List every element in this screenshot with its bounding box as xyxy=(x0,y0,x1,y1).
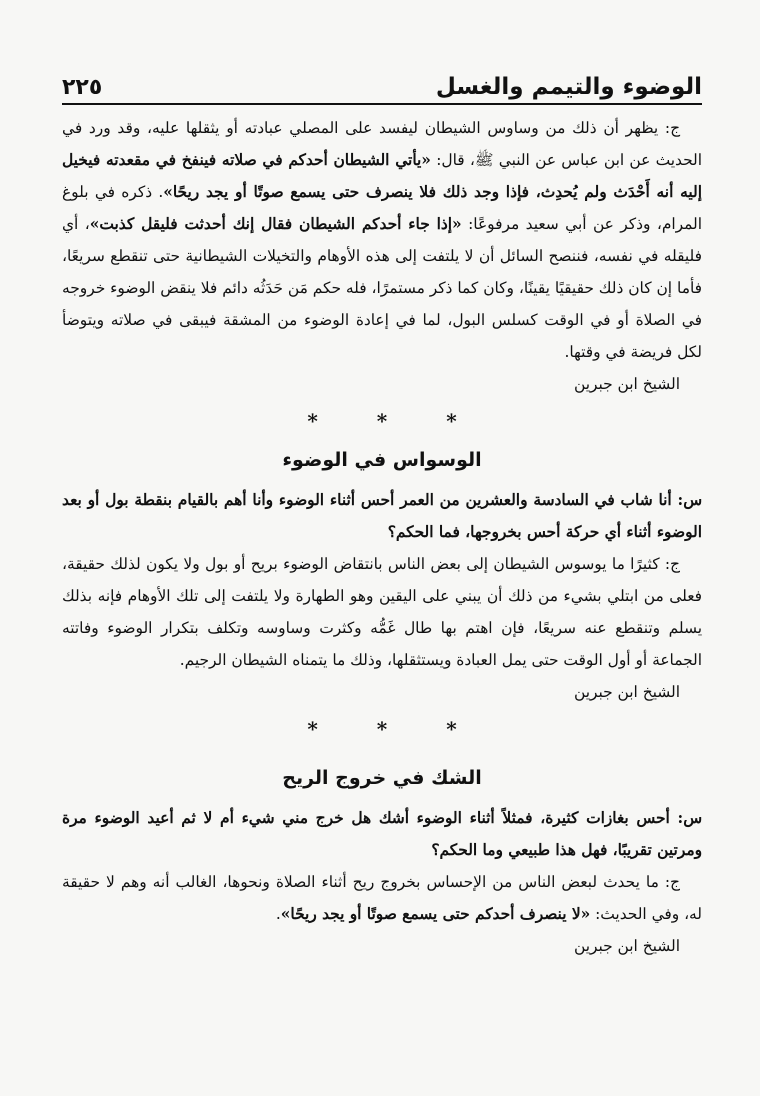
answer-text: . xyxy=(275,905,281,923)
sheikh-attribution: الشيخ ابن جبرين xyxy=(574,683,680,701)
section-separator: * * * xyxy=(307,409,483,433)
answer-paragraph: ج: كثيرًا ما يوسوس الشيطان إلى بعض الناس بانتقاض الوضوء بريح أو بول ولا يكون لذلك حقيقة، فعلى من ابتلي بشيء من ذلك أن يبني على اليقين وهو الطهارة ولا يلتفت إلى تلك الأوهام فإنه بذلك يسلم وتنقطع عنه سريعًا، فإن اهتم بها طال غَمُّه وكثرت وساوسه وتكلف بتكرار الوضوء وفاتته الجماعة أو أول الوقت حتى يمل العبادة ويستثقلها، وذلك ما يتمناه الشيطان الرجيم. xyxy=(62,555,702,669)
answer-paragraph xyxy=(62,866,702,930)
section-title: الوسواس في الوضوء xyxy=(282,449,482,471)
section-title: الشك في خروج الريح xyxy=(282,767,482,789)
page-number: ٢٢٥ xyxy=(62,75,103,100)
hadith-quote: «لا ينصرف أحدكم حتى يسمع صوتًا أو يجد ريحًا» xyxy=(280,905,591,923)
answer-text: ج: يظهر أن ذلك من وساوس الشيطان ليفسد على المصلي عبادته أو يثقلها عليه، وقد ورد في الحديث عن ابن عباس عن النبي ﷺ، قال: xyxy=(62,119,702,169)
question-paragraph: س: أحس بغازات كثيرة، فمثلاً أثناء الوضوء أشك هل خرج مني شيء أم لا ثم أعيد الوضوء مرة ومرتين تقريبًا، فهل هذا طبيعي وما الحكم؟ xyxy=(62,809,702,859)
answer-text: ، أي فليقله في نفسه، فننصح السائل أن لا يلتفت إلى هذه الأوهام والتخيلات الشيطانية حتى تنقطع سريعًا، فأما إن كان ذلك حقيقيًا يقينًا، وكان كما ذكر مستمرًا، فله حكم مَن حَدَثُه دائم فلا ينقض الوضوء خروجه في الصلاة أو في الوقت كسلس البول، لما في إعادة الوضوء من المشقة فيبقى في صلاته ويتوضأ لكل فريضة في وقتها. xyxy=(62,215,702,361)
hadith-quote: «يأتي الشيطان أحدكم في صلاته فينفخ في مقعدته فيخيل إليه أنه أَحْدَث ولم يُحدِث، فإذا وجد ذلك فلا ينصرف حتى يسمع صوتًا أو يجد ريحًا» xyxy=(62,151,702,201)
page-content xyxy=(62,112,702,1056)
page-header xyxy=(62,62,702,100)
answer-text: ج: ما يحدث لبعض الناس من الإحساس بخروج ريح أثناء الصلاة ونحوها، الغالب أنه وهم لا حقيقة له، وفي الحديث: xyxy=(62,873,702,923)
sheikh-attribution: الشيخ ابن جبرين xyxy=(574,375,680,393)
section-separator: * * * xyxy=(307,717,483,741)
question-paragraph: س: أنا شاب في السادسة والعشرين من العمر أحس أثناء الوضوء وأنا أهم بالقيام بنقطة بول أو بعد الوضوء أثناء أي حركة أحس بخروجها، فما الحكم؟ xyxy=(62,491,702,541)
sheikh-attribution: الشيخ ابن جبرين xyxy=(574,937,680,955)
chapter-title: الوضوء والتيمم والغسل xyxy=(435,74,702,100)
answer-text: . ذكره في بلوغ المرام، وذكر عن أبي سعيد مرفوعًا: xyxy=(62,183,702,233)
hadith-quote: «إذا جاء أحدكم الشيطان فقال إنك أحدثت فليقل كذبت» xyxy=(89,215,462,233)
answer-paragraph xyxy=(62,112,702,368)
header-rule xyxy=(62,103,702,105)
